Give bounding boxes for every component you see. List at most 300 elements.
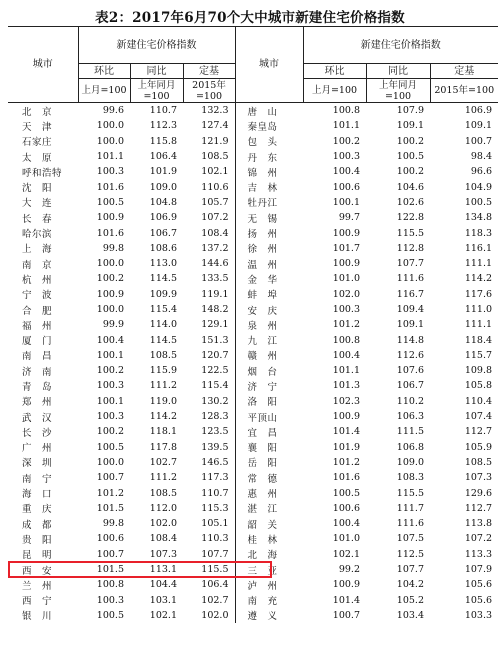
table-row xyxy=(8,470,498,485)
table-row xyxy=(8,501,498,516)
left-city-cell: 青 岛 xyxy=(22,381,53,393)
right-fixed-cell: 107.9 xyxy=(464,564,493,576)
right-yoy-cell: 111.6 xyxy=(396,273,424,285)
left-yoy-cell: 111.2 xyxy=(149,472,177,484)
right-fixed-cell: 115.7 xyxy=(464,349,493,361)
left-city-header: 城市 xyxy=(8,27,78,103)
left-fixed-cell: 102.0 xyxy=(183,608,235,623)
left-yoy-cell: 114.5 xyxy=(149,273,177,285)
left-city-cell: 长 春 xyxy=(22,213,53,225)
left-city-cell: 银 川 xyxy=(22,611,53,623)
right-yoy-cell: 112.8 xyxy=(396,242,424,254)
right-yoy-cell: 109.1 xyxy=(396,319,424,331)
right-mom-cell: 100.5 xyxy=(332,487,360,499)
left-fixed-cell: 102.1 xyxy=(183,164,235,179)
left-fixed-cell: 128.3 xyxy=(183,409,235,424)
left-yoy-cell: 113.0 xyxy=(149,258,177,270)
left-city-cell: 上 海 xyxy=(22,244,53,256)
right-fixed-header: 定基 xyxy=(430,64,498,79)
right-yoy-cell: 111.5 xyxy=(396,426,424,438)
left-yoy-cell: 102.0 xyxy=(149,518,177,530)
left-mom-cell: 100.1 xyxy=(96,395,124,407)
table-row xyxy=(8,103,498,119)
left-mom-cell: 100.6 xyxy=(96,533,124,545)
right-mom-cell: 99.7 xyxy=(338,212,360,224)
right-city-header: 城市 xyxy=(235,27,303,103)
right-fixed-cell: 114.2 xyxy=(464,273,493,285)
right-fixed-cell: 96.6 xyxy=(470,166,493,178)
right-mom-cell: 101.4 xyxy=(332,594,360,606)
left-fixed-cell: 129.1 xyxy=(183,317,235,332)
right-yoy-cell: 111.7 xyxy=(396,502,424,514)
left-yoy-cell: 106.4 xyxy=(149,151,177,163)
right-fixed-cell: 113.8 xyxy=(464,518,493,530)
table-row xyxy=(8,287,498,302)
left-yoy-cell: 114.2 xyxy=(149,411,177,423)
right-city-cell: 温 州 xyxy=(235,256,303,271)
right-mom-cell: 100.8 xyxy=(332,334,360,346)
right-city-cell: 韶 关 xyxy=(235,516,303,531)
table-row xyxy=(8,363,498,378)
table-row xyxy=(8,531,498,546)
right-yoy-cell: 111.6 xyxy=(396,518,424,530)
left-mom-cell: 100.0 xyxy=(96,304,124,315)
right-yoy-cell: 106.8 xyxy=(396,441,424,453)
left-yoy-cell: 109.0 xyxy=(149,181,177,193)
left-fixed-cell: 108.4 xyxy=(183,225,235,240)
left-mom-cell: 101.1 xyxy=(96,151,124,163)
left-city-cell: 海 口 xyxy=(22,489,53,501)
left-group-header: 新建住宅价格指数 xyxy=(78,27,235,64)
left-mom-cell: 101.5 xyxy=(96,502,124,514)
left-mom-cell: 100.8 xyxy=(96,579,124,591)
left-city-cell: 兰 州 xyxy=(22,580,53,592)
left-city-cell: 福 州 xyxy=(22,320,53,332)
left-mom-cell: 100.3 xyxy=(96,594,124,606)
left-fixed-cell: 123.5 xyxy=(183,424,235,439)
right-yoy-cell: 107.9 xyxy=(396,105,424,117)
left-city-cell: 石家庄 xyxy=(22,137,53,149)
right-mom-cell: 101.0 xyxy=(332,533,360,545)
left-city-cell: 合 肥 xyxy=(22,305,53,317)
left-yoy-cell: 115.4 xyxy=(149,304,177,315)
left-city-cell: 大 连 xyxy=(22,198,53,210)
right-yoy-cell: 102.6 xyxy=(396,196,424,208)
left-fixed-cell: 115.4 xyxy=(183,378,235,393)
right-fixed-cell: 111.1 xyxy=(464,319,493,331)
left-city-cell: 南 昌 xyxy=(22,351,53,363)
right-mom-cell: 101.3 xyxy=(332,380,360,392)
left-fixed-cell: 105.1 xyxy=(183,516,235,531)
right-yoy-cell: 100.5 xyxy=(396,151,424,163)
left-yoy-cell: 112.0 xyxy=(149,502,177,514)
table-row xyxy=(8,302,498,317)
left-fixed-cell: 106.4 xyxy=(183,577,235,592)
left-city-cell: 北 京 xyxy=(22,106,53,118)
right-mom-cell: 100.7 xyxy=(332,609,360,621)
right-yoy-cell: 114.8 xyxy=(396,334,424,346)
right-fixed-cell: 107.3 xyxy=(464,472,493,484)
right-mom-header: 环比 xyxy=(303,64,366,79)
left-mom-cell: 101.6 xyxy=(96,227,124,239)
left-mom-cell: 101.5 xyxy=(96,564,124,576)
right-city-cell: 九 江 xyxy=(235,332,303,347)
left-fixed-cell: 127.4 xyxy=(183,118,235,133)
right-city-cell: 赣 州 xyxy=(235,348,303,363)
table-row xyxy=(8,440,498,455)
right-mom-cell: 99.2 xyxy=(338,564,360,576)
right-fixed-cell: 109.1 xyxy=(464,120,493,132)
right-fixed-cell: 111.1 xyxy=(464,258,493,270)
table-row xyxy=(8,593,498,608)
right-city-cell: 岳 阳 xyxy=(235,455,303,470)
right-mom-cell: 100.2 xyxy=(332,135,360,147)
left-fixed-cell: 133.5 xyxy=(183,271,235,286)
right-city-cell: 常 德 xyxy=(235,470,303,485)
right-mom-cell: 100.9 xyxy=(332,258,360,270)
table-row xyxy=(8,256,498,271)
right-fixed-cell: 116.1 xyxy=(464,242,493,254)
left-fixed-cell: 144.6 xyxy=(183,256,235,271)
right-city-cell: 惠 州 xyxy=(235,485,303,500)
left-mom-cell: 100.0 xyxy=(96,456,124,468)
right-fixed-cell: 108.5 xyxy=(464,456,493,468)
right-fixed-cell: 112.7 xyxy=(464,502,493,514)
table-row xyxy=(8,547,498,562)
right-mom-cell: 102.3 xyxy=(332,395,360,407)
table-row xyxy=(8,179,498,194)
right-city-cell: 丹 东 xyxy=(235,149,303,164)
right-yoy-cell: 106.3 xyxy=(396,411,424,423)
left-mom-cell: 101.6 xyxy=(96,181,124,193)
right-mom-cell: 102.1 xyxy=(332,548,360,560)
left-mom-cell: 100.7 xyxy=(96,472,124,484)
left-city-cell: 长 沙 xyxy=(22,427,53,439)
left-city-cell: 呼和浩特 xyxy=(22,167,63,179)
left-fixed-cell: 119.1 xyxy=(183,287,235,302)
price-index-table xyxy=(8,26,498,623)
left-yoy-cell: 114.5 xyxy=(149,334,177,346)
table-row xyxy=(8,332,498,347)
table-row xyxy=(8,241,498,256)
right-mom-cell: 102.0 xyxy=(332,288,360,300)
right-fixed-cell: 110.4 xyxy=(464,395,493,407)
left-city-cell: 厦 门 xyxy=(22,336,53,348)
left-fixed-cell: 137.2 xyxy=(183,241,235,256)
right-yoy-cell: 115.5 xyxy=(396,487,424,499)
right-fixed-cell: 104.9 xyxy=(464,181,493,193)
left-city-cell: 西 宁 xyxy=(22,596,53,608)
left-fixed-cell: 139.5 xyxy=(183,440,235,455)
left-mom-cell: 100.2 xyxy=(96,365,124,377)
right-yoy-base: 上年同月=100 xyxy=(366,79,430,103)
right-city-cell: 湛 江 xyxy=(235,501,303,516)
right-city-cell: 牡丹江 xyxy=(235,195,303,210)
left-fixed-cell: 105.7 xyxy=(183,195,235,210)
right-fixed-cell: 118.4 xyxy=(464,334,493,346)
left-yoy-cell: 113.1 xyxy=(149,564,177,576)
table-row xyxy=(8,455,498,470)
left-yoy-cell: 108.5 xyxy=(149,487,177,499)
right-yoy-cell: 110.2 xyxy=(396,395,424,407)
table-row xyxy=(8,424,498,439)
table-row xyxy=(8,348,498,363)
table-row xyxy=(8,317,498,332)
left-yoy-cell: 104.8 xyxy=(149,196,177,208)
left-yoy-cell: 115.9 xyxy=(149,365,177,377)
table-row xyxy=(8,134,498,149)
right-fixed-cell: 105.6 xyxy=(464,594,493,606)
left-city-cell: 太 原 xyxy=(22,152,53,164)
right-fixed-cell: 129.6 xyxy=(464,487,493,499)
right-mom-base: 上月=100 xyxy=(303,79,366,103)
right-yoy-cell: 100.2 xyxy=(396,166,424,178)
right-fixed-cell: 105.6 xyxy=(464,579,493,591)
right-city-cell: 泸 州 xyxy=(235,577,303,592)
table-row xyxy=(8,608,498,623)
right-fixed-cell: 109.8 xyxy=(464,365,493,377)
table-row xyxy=(8,118,498,133)
left-fixed-cell: 107.7 xyxy=(183,547,235,562)
right-city-cell: 吉 林 xyxy=(235,179,303,194)
right-city-cell: 遵 义 xyxy=(235,608,303,623)
left-mom-cell: 100.5 xyxy=(96,441,124,453)
right-city-cell: 秦皇岛 xyxy=(235,118,303,133)
left-fixed-cell: 132.3 xyxy=(183,103,235,119)
left-city-cell: 南 京 xyxy=(22,259,53,271)
left-city-cell: 西 安 xyxy=(22,565,53,577)
left-fixed-cell: 117.3 xyxy=(183,470,235,485)
right-fixed-cell: 117.6 xyxy=(464,288,493,300)
right-yoy-cell: 105.2 xyxy=(396,594,424,606)
right-yoy-cell: 122.8 xyxy=(396,212,424,224)
right-fixed-cell: 106.9 xyxy=(464,105,493,117)
left-yoy-cell: 112.3 xyxy=(149,120,177,132)
right-mom-cell: 100.4 xyxy=(332,518,360,530)
right-fixed-cell: 100.7 xyxy=(464,135,493,147)
right-mom-cell: 101.4 xyxy=(332,426,360,438)
right-yoy-cell: 107.6 xyxy=(396,365,424,377)
table-row xyxy=(8,409,498,424)
left-city-cell: 宁 波 xyxy=(22,290,53,302)
left-fixed-cell: 102.7 xyxy=(183,593,235,608)
left-mom-cell: 99.8 xyxy=(102,518,124,530)
left-yoy-cell: 106.7 xyxy=(149,227,177,239)
right-city-cell: 宜 昌 xyxy=(235,424,303,439)
right-city-cell: 烟 台 xyxy=(235,363,303,378)
left-mom-cell: 100.5 xyxy=(96,609,124,621)
left-yoy-base: 上年同月=100 xyxy=(130,79,183,103)
left-mom-cell: 100.4 xyxy=(96,334,124,346)
left-yoy-cell: 108.5 xyxy=(149,349,177,361)
table-row xyxy=(8,577,498,592)
right-yoy-cell: 104.6 xyxy=(396,181,424,193)
left-city-cell: 天 津 xyxy=(22,121,53,133)
right-mom-cell: 101.0 xyxy=(332,273,360,285)
right-mom-cell: 100.4 xyxy=(332,166,360,178)
right-fixed-cell: 112.7 xyxy=(464,426,493,438)
left-yoy-cell: 106.9 xyxy=(149,212,177,224)
left-city-cell: 哈尔滨 xyxy=(22,229,53,241)
table-title: 表2：2017年6月70个大中城市新建住宅价格指数 xyxy=(95,10,405,26)
left-city-cell: 沈 阳 xyxy=(22,183,53,195)
left-mom-cell: 100.5 xyxy=(96,196,124,208)
right-city-cell: 唐 山 xyxy=(235,103,303,119)
right-city-cell: 安 庆 xyxy=(235,302,303,317)
right-mom-cell: 101.9 xyxy=(332,441,360,453)
table-row xyxy=(8,225,498,240)
right-mom-cell: 100.6 xyxy=(332,502,360,514)
table-row xyxy=(8,195,498,210)
right-mom-cell: 100.3 xyxy=(332,304,360,315)
left-yoy-cell: 101.9 xyxy=(149,166,177,178)
table-row xyxy=(8,210,498,225)
right-yoy-cell: 115.5 xyxy=(396,227,424,239)
left-yoy-cell: 111.2 xyxy=(149,380,177,392)
right-yoy-cell: 109.4 xyxy=(396,304,424,315)
left-mom-cell: 100.3 xyxy=(96,380,124,392)
left-fixed-cell: 121.9 xyxy=(183,134,235,149)
right-fixed-cell: 98.4 xyxy=(470,151,493,163)
right-fixed-cell: 107.4 xyxy=(464,411,493,423)
right-fixed-cell: 134.8 xyxy=(464,212,493,224)
right-mom-cell: 100.8 xyxy=(332,105,360,117)
right-fixed-base: 2015年=100 xyxy=(430,79,498,103)
left-yoy-cell: 118.1 xyxy=(149,426,177,438)
left-yoy-cell: 108.6 xyxy=(149,242,177,254)
left-fixed-cell: 122.5 xyxy=(183,363,235,378)
right-city-cell: 三 亚 xyxy=(235,562,303,577)
left-city-cell: 昆 明 xyxy=(22,550,53,562)
right-mom-cell: 101.1 xyxy=(332,365,360,377)
right-city-cell: 包 头 xyxy=(235,134,303,149)
left-fixed-cell: 110.7 xyxy=(183,485,235,500)
left-yoy-cell: 104.4 xyxy=(149,579,177,591)
right-yoy-cell: 103.4 xyxy=(396,609,424,621)
right-mom-cell: 100.9 xyxy=(332,579,360,591)
left-city-cell: 贵 阳 xyxy=(22,534,53,546)
right-mom-cell: 100.6 xyxy=(332,181,360,193)
right-yoy-cell: 107.7 xyxy=(396,258,424,270)
right-mom-cell: 101.2 xyxy=(332,456,360,468)
right-yoy-cell: 109.1 xyxy=(396,120,424,132)
right-mom-cell: 100.4 xyxy=(332,349,360,361)
right-yoy-cell: 104.2 xyxy=(396,579,424,591)
right-mom-cell: 100.1 xyxy=(332,196,360,208)
left-fixed-cell: 151.3 xyxy=(183,332,235,347)
left-mom-cell: 100.7 xyxy=(96,548,124,560)
right-city-cell: 无 锡 xyxy=(235,210,303,225)
left-mom-cell: 100.0 xyxy=(96,120,124,132)
left-yoy-cell: 108.4 xyxy=(149,533,177,545)
left-city-cell: 郑 州 xyxy=(22,397,53,409)
right-mom-cell: 100.3 xyxy=(332,151,360,163)
left-city-cell: 重 庆 xyxy=(22,504,53,516)
left-mom-cell: 99.6 xyxy=(102,105,124,117)
left-fixed-cell: 107.2 xyxy=(183,210,235,225)
left-yoy-cell: 110.7 xyxy=(149,105,177,117)
right-city-cell: 蚌 埠 xyxy=(235,287,303,302)
right-city-cell: 锦 州 xyxy=(235,164,303,179)
left-fixed-cell: 110.3 xyxy=(183,531,235,546)
right-yoy-cell: 106.7 xyxy=(396,380,424,392)
left-yoy-cell: 107.3 xyxy=(149,548,177,560)
right-group-header: 新建住宅价格指数 xyxy=(303,27,498,64)
left-yoy-cell: 103.1 xyxy=(149,594,177,606)
left-mom-cell: 99.8 xyxy=(102,242,124,254)
left-mom-cell: 100.2 xyxy=(96,273,124,285)
left-yoy-cell: 117.8 xyxy=(149,441,177,453)
right-mom-cell: 101.2 xyxy=(332,319,360,331)
right-city-cell: 襄 阳 xyxy=(235,440,303,455)
right-mom-cell: 101.1 xyxy=(332,120,360,132)
left-yoy-cell: 102.7 xyxy=(149,456,177,468)
right-yoy-cell: 107.7 xyxy=(396,564,424,576)
right-city-cell: 平顶山 xyxy=(235,409,303,424)
right-yoy-cell: 100.2 xyxy=(396,135,424,147)
right-city-cell: 桂 林 xyxy=(235,531,303,546)
left-yoy-cell: 119.0 xyxy=(149,395,177,407)
left-fixed-cell: 110.6 xyxy=(183,179,235,194)
left-mom-cell: 100.0 xyxy=(96,135,124,147)
right-city-cell: 徐 州 xyxy=(235,241,303,256)
left-mom-cell: 100.3 xyxy=(96,166,124,178)
right-yoy-cell: 107.5 xyxy=(396,533,424,545)
right-fixed-cell: 118.3 xyxy=(464,227,493,239)
left-yoy-cell: 114.0 xyxy=(149,319,177,331)
right-yoy-cell: 108.3 xyxy=(396,472,424,484)
left-fixed-header: 定基 xyxy=(183,64,235,79)
left-fixed-cell: 115.3 xyxy=(183,501,235,516)
left-fixed-cell: 148.2 xyxy=(183,302,235,317)
left-yoy-cell: 115.8 xyxy=(149,135,177,147)
left-fixed-cell: 146.5 xyxy=(183,455,235,470)
table-row xyxy=(8,485,498,500)
right-fixed-cell: 113.3 xyxy=(464,548,493,560)
right-city-cell: 洛 阳 xyxy=(235,394,303,409)
left-city-cell: 成 都 xyxy=(22,519,53,531)
right-yoy-cell: 112.5 xyxy=(396,548,424,560)
table-row xyxy=(8,271,498,286)
right-fixed-cell: 100.5 xyxy=(464,196,493,208)
left-fixed-cell: 130.2 xyxy=(183,394,235,409)
left-city-cell: 深 圳 xyxy=(22,458,53,470)
left-mom-cell: 100.9 xyxy=(96,212,124,224)
left-city-cell: 武 汉 xyxy=(22,412,53,424)
right-yoy-cell: 112.6 xyxy=(396,349,424,361)
right-mom-cell: 101.6 xyxy=(332,472,360,484)
right-city-cell: 南 充 xyxy=(235,593,303,608)
left-mom-cell: 101.2 xyxy=(96,487,124,499)
left-mom-cell: 100.2 xyxy=(96,426,124,438)
right-city-cell: 济 宁 xyxy=(235,378,303,393)
right-fixed-cell: 105.9 xyxy=(464,441,493,453)
right-mom-cell: 100.9 xyxy=(332,227,360,239)
left-fixed-cell: 115.5 xyxy=(183,562,235,577)
left-mom-cell: 100.1 xyxy=(96,349,124,361)
table-row xyxy=(8,149,498,164)
left-city-cell: 广 州 xyxy=(22,443,53,455)
right-city-cell: 北 海 xyxy=(235,547,303,562)
right-yoy-cell: 116.7 xyxy=(396,288,424,300)
left-yoy-header: 同比 xyxy=(130,64,183,79)
table-row xyxy=(8,378,498,393)
left-yoy-cell: 109.9 xyxy=(149,288,177,300)
left-mom-base: 上月=100 xyxy=(78,79,130,103)
left-city-cell: 南 宁 xyxy=(22,473,53,485)
right-yoy-cell: 109.0 xyxy=(396,456,424,468)
right-fixed-cell: 105.8 xyxy=(464,380,493,392)
